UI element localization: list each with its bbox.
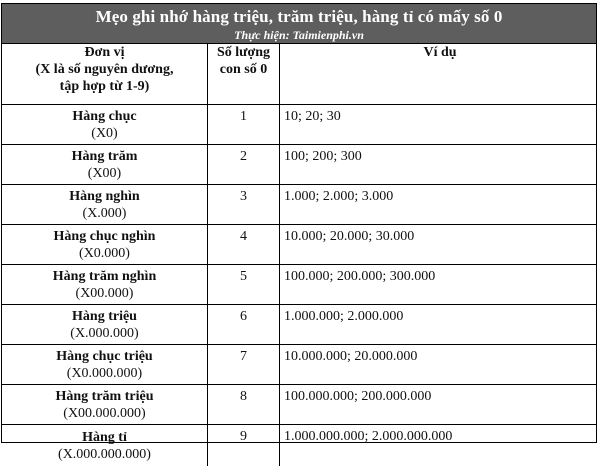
header-count-line-1: Số lượng — [208, 44, 279, 61]
table-row — [2, 345, 596, 385]
page-subtitle: Thực hiện: Taimienphi.vn — [2, 28, 596, 42]
zero-count-cell: 2 — [208, 145, 280, 185]
unit-pattern: (X.000.000.000) — [2, 446, 207, 463]
example-cell: 1.000.000.000; 2.000.000.000 — [280, 425, 597, 466]
unit-cell — [2, 345, 208, 385]
example-cell: 10.000; 20.000; 30.000 — [280, 225, 597, 265]
example-cell: 1.000.000; 2.000.000 — [280, 305, 597, 345]
unit-pattern: (X0.000) — [2, 245, 207, 262]
table-row — [2, 185, 596, 225]
unit-pattern: (X00.000.000) — [2, 405, 207, 422]
unit-name: Hàng trăm — [2, 148, 207, 165]
unit-cell — [2, 425, 208, 466]
title-banner — [2, 4, 596, 44]
header-example: Ví dụ — [280, 44, 597, 105]
zero-count-cell: 1 — [208, 105, 280, 145]
unit-cell — [2, 265, 208, 305]
unit-pattern: (X00) — [2, 165, 207, 182]
unit-name: Hàng triệu — [2, 308, 207, 325]
header-unit-note-1: (X là số nguyên dương, — [2, 61, 207, 78]
table-row — [2, 105, 596, 145]
table-header-row — [2, 44, 596, 105]
zero-count-cell: 3 — [208, 185, 280, 225]
header-unit — [2, 44, 208, 105]
unit-name: Hàng tỉ — [2, 429, 207, 446]
header-zero-count — [208, 44, 280, 105]
zero-count-cell: 6 — [208, 305, 280, 345]
zero-count-cell: 9 — [208, 425, 280, 466]
table-row — [2, 425, 596, 466]
unit-name: Hàng chục nghìn — [2, 228, 207, 245]
unit-name: Hàng nghìn — [2, 188, 207, 205]
unit-cell — [2, 105, 208, 145]
table-row — [2, 265, 596, 305]
table-row — [2, 305, 596, 345]
example-cell: 100.000.000; 200.000.000 — [280, 385, 597, 425]
unit-pattern: (X.000) — [2, 205, 207, 222]
example-cell: 100; 200; 300 — [280, 145, 597, 185]
unit-name: Hàng chục triệu — [2, 348, 207, 365]
unit-name: Hàng trăm triệu — [2, 388, 207, 405]
unit-cell — [2, 225, 208, 265]
unit-cell — [2, 185, 208, 225]
unit-cell — [2, 145, 208, 185]
unit-pattern: (X.000.000) — [2, 325, 207, 342]
zero-count-cell: 4 — [208, 225, 280, 265]
page-title: Mẹo ghi nhớ hàng triệu, trăm triệu, hàng tỉ có mấy số 0 — [2, 4, 596, 28]
unit-cell — [2, 385, 208, 425]
table-row — [2, 225, 596, 265]
zero-count-cell: 8 — [208, 385, 280, 425]
infographic-table-card — [1, 3, 597, 443]
zeros-table — [2, 44, 596, 466]
zero-count-cell: 5 — [208, 265, 280, 305]
header-count-line-2: con số 0 — [208, 61, 279, 78]
unit-name: Hàng chục — [2, 108, 207, 125]
unit-pattern: (X0) — [2, 125, 207, 142]
table-row — [2, 145, 596, 185]
example-cell: 1.000; 2.000; 3.000 — [280, 185, 597, 225]
unit-pattern: (X0.000.000) — [2, 365, 207, 382]
header-unit-note-2: tập hợp từ 1-9) — [2, 78, 207, 95]
example-cell: 10.000.000; 20.000.000 — [280, 345, 597, 385]
example-cell: 100.000; 200.000; 300.000 — [280, 265, 597, 305]
example-cell: 10; 20; 30 — [280, 105, 597, 145]
unit-name: Hàng trăm nghìn — [2, 268, 207, 285]
zero-count-cell: 7 — [208, 345, 280, 385]
table-row — [2, 385, 596, 425]
unit-cell — [2, 305, 208, 345]
header-unit-label: Đơn vị — [2, 44, 207, 61]
unit-pattern: (X00.000) — [2, 285, 207, 302]
